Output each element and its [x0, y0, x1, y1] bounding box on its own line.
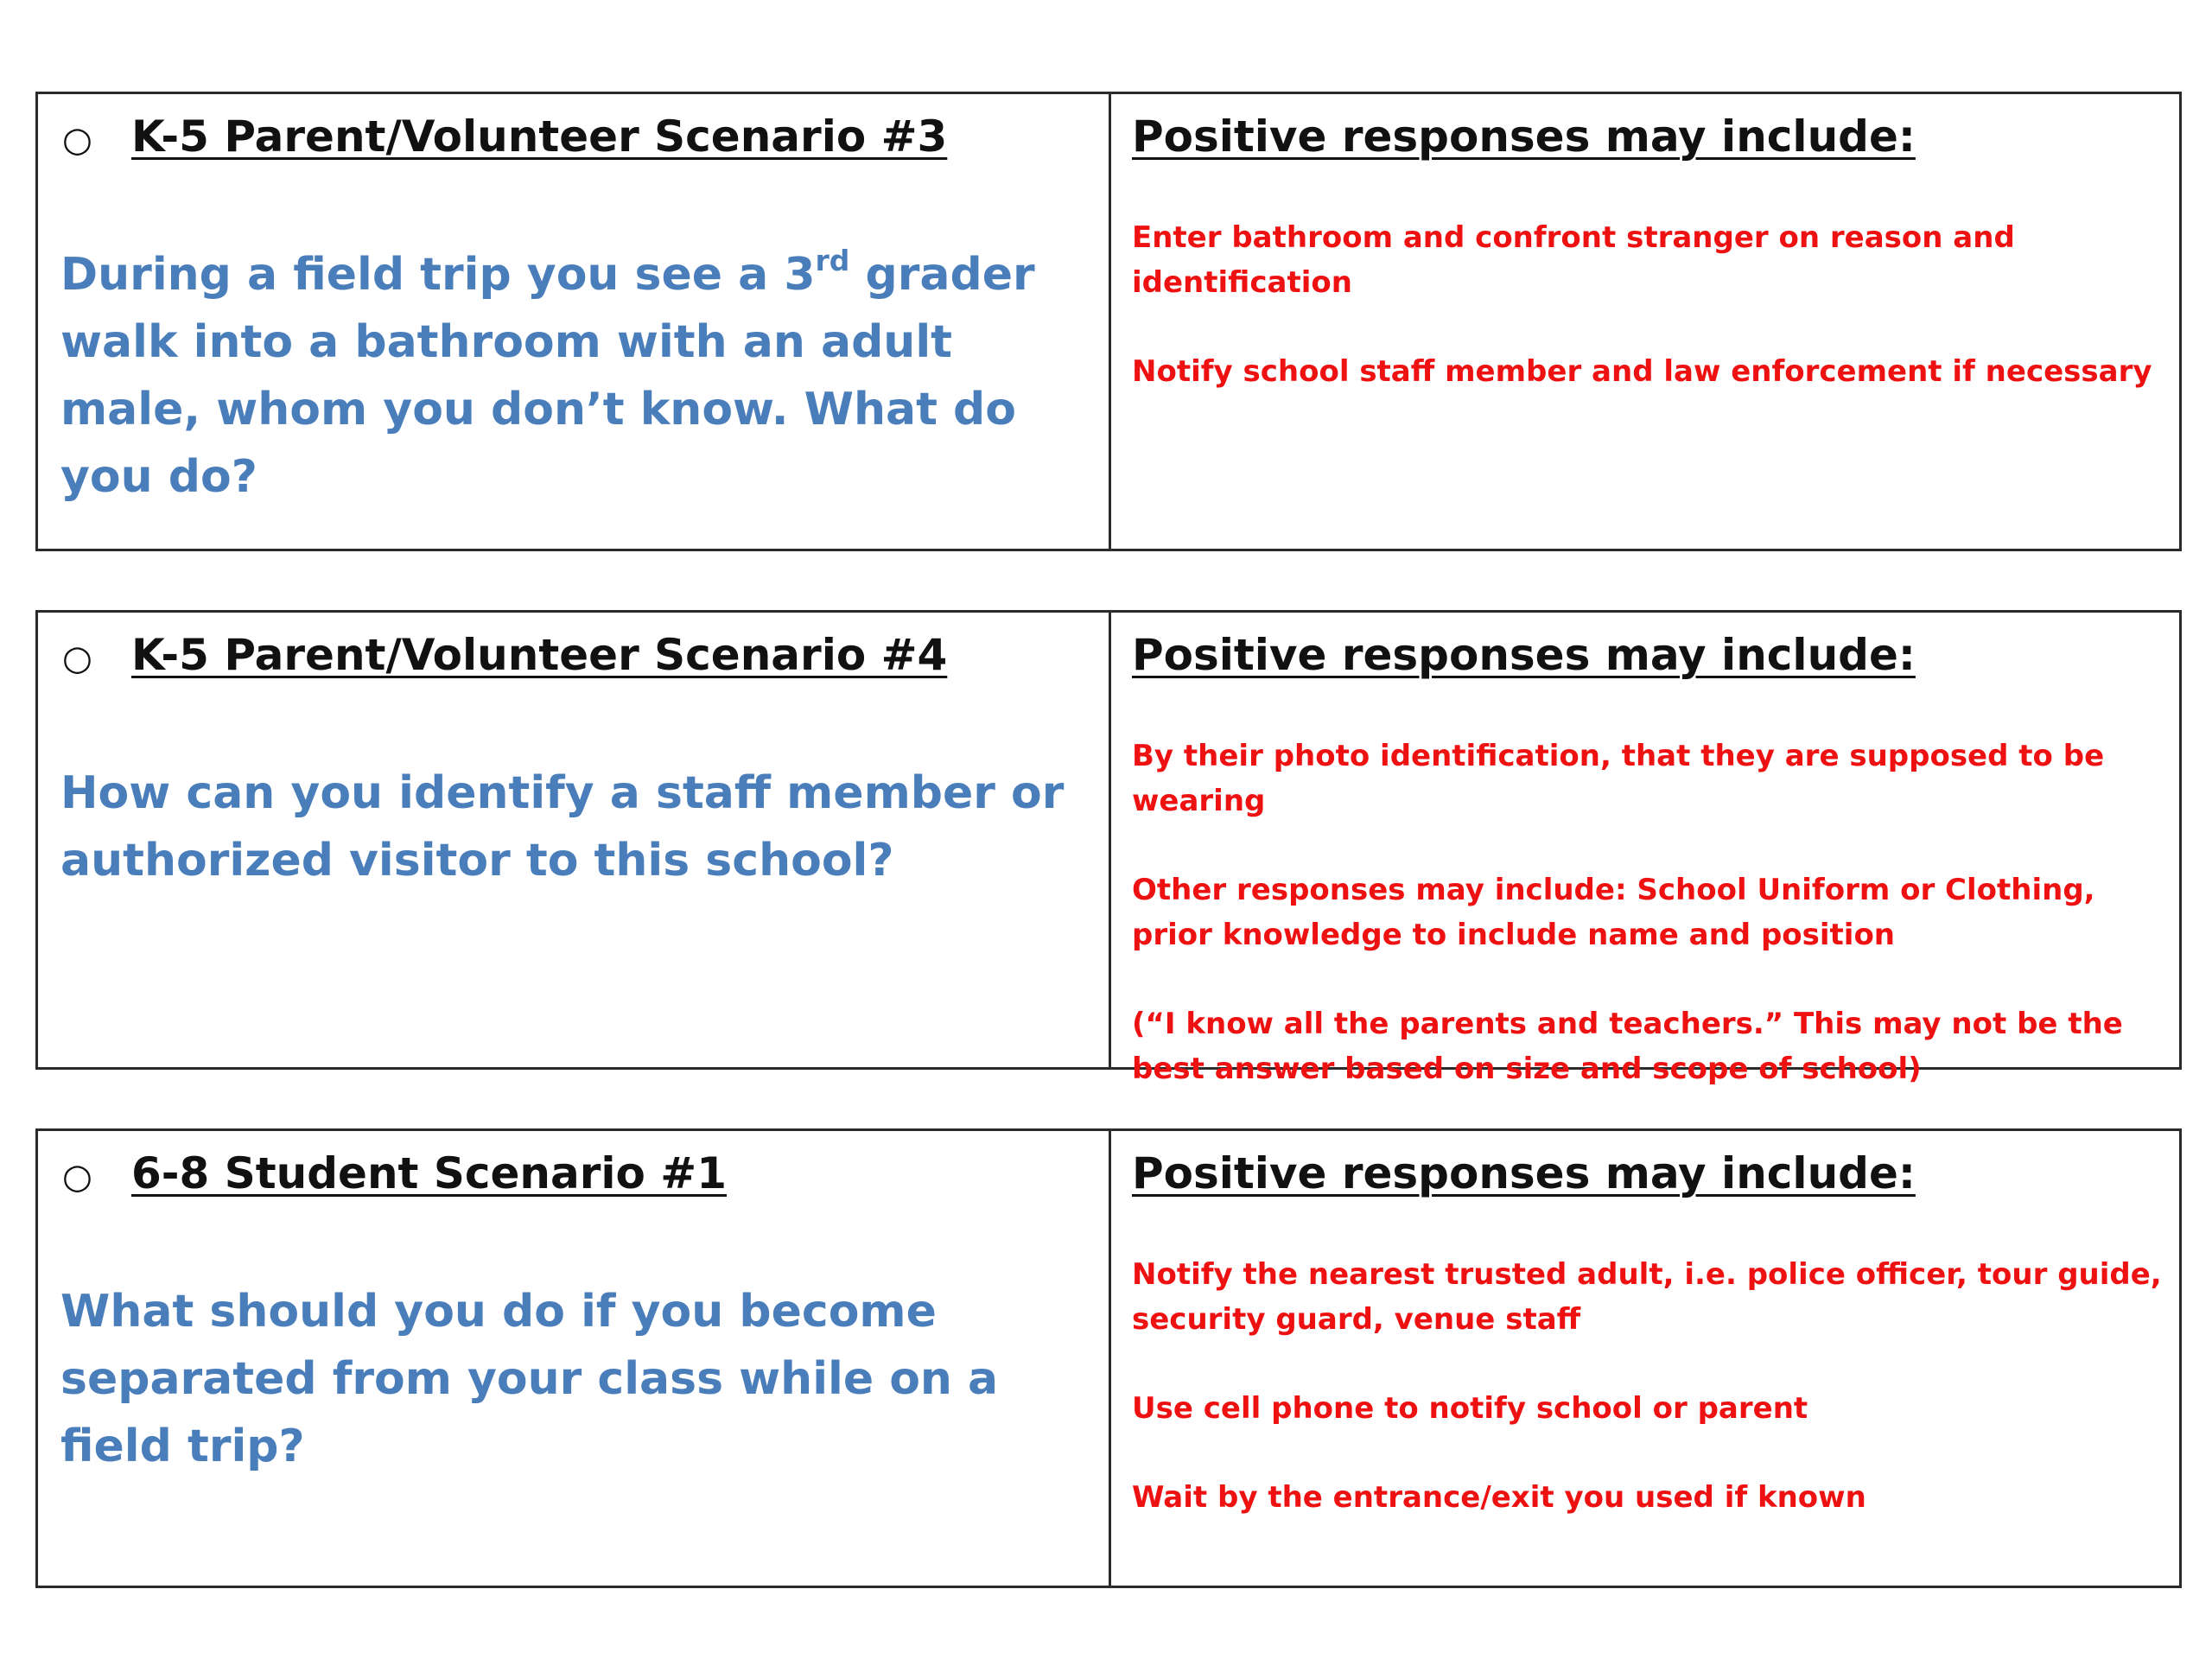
response-item: Notify school staff member and law enforcement if necessary — [1132, 354, 2152, 389]
question-superscript: rd — [815, 244, 850, 277]
responses-list — [1132, 215, 2169, 438]
scenario-question: What should you do if you become separated from your class while on a field trip? — [60, 1286, 999, 1472]
responses-panel — [1111, 94, 2179, 549]
scenario-panel — [38, 613, 1111, 1067]
scenario-title: 6-8 Student Scenario #1 — [131, 1148, 727, 1198]
responses-title: Positive responses may include: — [1132, 1148, 1916, 1198]
scenario-card-68-1 — [35, 1128, 2182, 1588]
response-item: Other responses may include: School Uniform or Clothing, prior knowledge to include name and position — [1132, 873, 2095, 952]
response-item: (“I know all the parents and teachers.” This may not be the best answer based on size and scope of school) — [1132, 1007, 2123, 1086]
scenario-title: K-5 Parent/Volunteer Scenario #3 — [131, 111, 948, 162]
scenario-card-k5-3 — [35, 92, 2182, 551]
scenario-question: How can you identify a staff member or authorized visitor to this school? — [60, 767, 1065, 887]
scenario-panel — [38, 94, 1111, 549]
bullet-circle-icon: ○ — [62, 639, 92, 678]
responses-list — [1132, 734, 2169, 1135]
scenario-heading — [62, 111, 947, 162]
scenario-question — [60, 241, 1089, 511]
response-item: Wait by the entrance/exit you used if known — [1132, 1480, 1866, 1515]
responses-panel — [1111, 1131, 2179, 1586]
scenario-card-k5-4 — [35, 610, 2182, 1086]
scenario-title: K-5 Parent/Volunteer Scenario #4 — [131, 630, 948, 680]
bullet-circle-icon: ○ — [62, 1157, 92, 1197]
responses-title: Positive responses may include: — [1132, 630, 1916, 680]
scenario-heading — [62, 1148, 727, 1198]
response-item: Notify the nearest trusted adult, i.e. police officer, tour guide, security guard, venue staff — [1132, 1257, 2162, 1337]
question-text-part2: grader walk into a bathroom with an adult male, whom you don’t know. What do you do? — [60, 249, 1035, 503]
responses-title: Positive responses may include: — [1132, 111, 1916, 162]
scenario-panel — [38, 1131, 1111, 1586]
responses-panel — [1111, 613, 2179, 1086]
responses-list — [1132, 1252, 2169, 1564]
bullet-circle-icon: ○ — [62, 120, 92, 160]
response-item: Use cell phone to notify school or parent — [1132, 1391, 1808, 1426]
response-item: By their photo identification, that they are supposed to be wearing — [1132, 739, 2105, 818]
response-item: Enter bathroom and confront stranger on reason and identification — [1132, 220, 2015, 300]
scenario-heading — [62, 630, 947, 680]
question-text-part1: During a field trip you see a 3 — [60, 249, 816, 301]
